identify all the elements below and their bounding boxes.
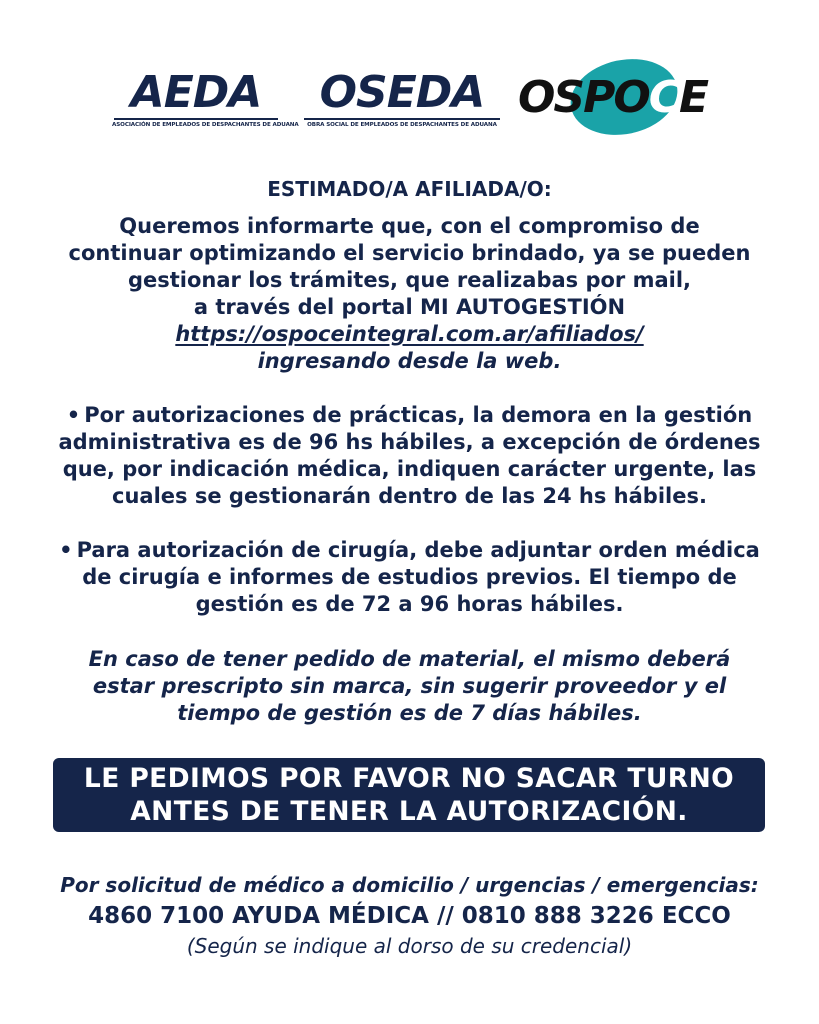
oseda-logo	[302, 67, 502, 129]
aeda-logo-rule	[114, 118, 278, 120]
intro-paragraph	[40, 213, 779, 375]
aeda-logo	[112, 67, 299, 129]
portal-prefix: a través del portal	[193, 295, 420, 319]
bullet-text: Para autorización de cirugía, debe adjuntar orden médica	[76, 538, 760, 562]
intro-web-line: ingresando desde la web.	[257, 349, 562, 373]
footer-phones-line: 4860 7100 AYUDA MÉDICA // 0810 888 3226 ECCO	[88, 903, 731, 929]
bullet-line	[40, 537, 779, 564]
intro-line: gestionar los trámites, que realizabas por mail,	[127, 268, 692, 292]
intro-url-line	[40, 321, 779, 348]
portal-name: MI AUTOGESTIÓN	[419, 295, 626, 319]
ospoce-logo-text-part2: C	[648, 72, 680, 123]
material-paragraph	[40, 646, 779, 727]
oseda-logo-text: OSEDA	[319, 67, 485, 118]
material-line: En caso de tener pedido de material, el mismo deberá	[88, 647, 731, 671]
banner-line: LE PEDIMOS POR FAVOR NO SACAR TURNO	[83, 763, 735, 794]
bullet-line: que, por indicación médica, indiquen carácter urgente, las	[62, 457, 757, 481]
ospoce-logo-text-part3: E	[679, 72, 708, 123]
bullet-surgery	[40, 537, 779, 618]
aeda-logo-subtitle: ASOCIACIÓN DE EMPLEADOS DE DESPACHANTES DE ADUANA	[112, 122, 299, 128]
material-line: tiempo de gestión es de 7 días hábiles.	[177, 701, 642, 725]
bullet-text: Por autorizaciones de prácticas, la demora en la gestión	[84, 403, 753, 427]
bullet-practices	[40, 402, 779, 510]
portal-url-link[interactable]: https://ospoceintegral.com.ar/afiliados/	[175, 322, 644, 346]
footer-note-line: (Según se indique al dorso de su credencial)	[186, 934, 633, 958]
bullet-line: gestión es de 72 a 96 horas hábiles.	[195, 592, 624, 616]
bullet-line: administrativa es de 96 hs hábiles, a excepción de órdenes	[58, 430, 761, 454]
aeda-logo-text: AEDA	[130, 67, 262, 118]
footer-request-line: Por solicitud de médico a domicilio / urgencias / emergencias:	[60, 873, 759, 897]
intro-line: continuar optimizando el servicio brindado, ya se pueden	[68, 241, 751, 265]
oseda-logo-rule	[304, 118, 500, 120]
material-line: estar prescripto sin marca, sin sugerir proveedor y el	[92, 674, 727, 698]
ospoce-logo-text	[518, 74, 718, 122]
bullet-dot-icon: •	[66, 403, 81, 427]
bullet-line	[40, 402, 779, 429]
bullet-line: de cirugía e informes de estudios previos. El tiempo de	[82, 565, 737, 589]
intro-line: Queremos informarte que, con el compromiso de	[119, 214, 700, 238]
greeting-heading: ESTIMADO/A AFILIADA/O:	[267, 177, 552, 201]
banner-line: ANTES DE TENER LA AUTORIZACIÓN.	[130, 796, 688, 827]
warning-banner	[53, 758, 765, 832]
bullet-line: cuales se gestionarán dentro de las 24 hs hábiles.	[112, 484, 707, 508]
oseda-logo-subtitle: OBRA SOCIAL DE EMPLEADOS DE DESPACHANTES DE ADUANA	[307, 122, 497, 128]
bullet-dot-icon: •	[59, 538, 73, 562]
ospoce-logo	[518, 58, 718, 138]
intro-portal-line	[40, 294, 779, 321]
ospoce-logo-text-part1: OSPO	[518, 72, 649, 123]
